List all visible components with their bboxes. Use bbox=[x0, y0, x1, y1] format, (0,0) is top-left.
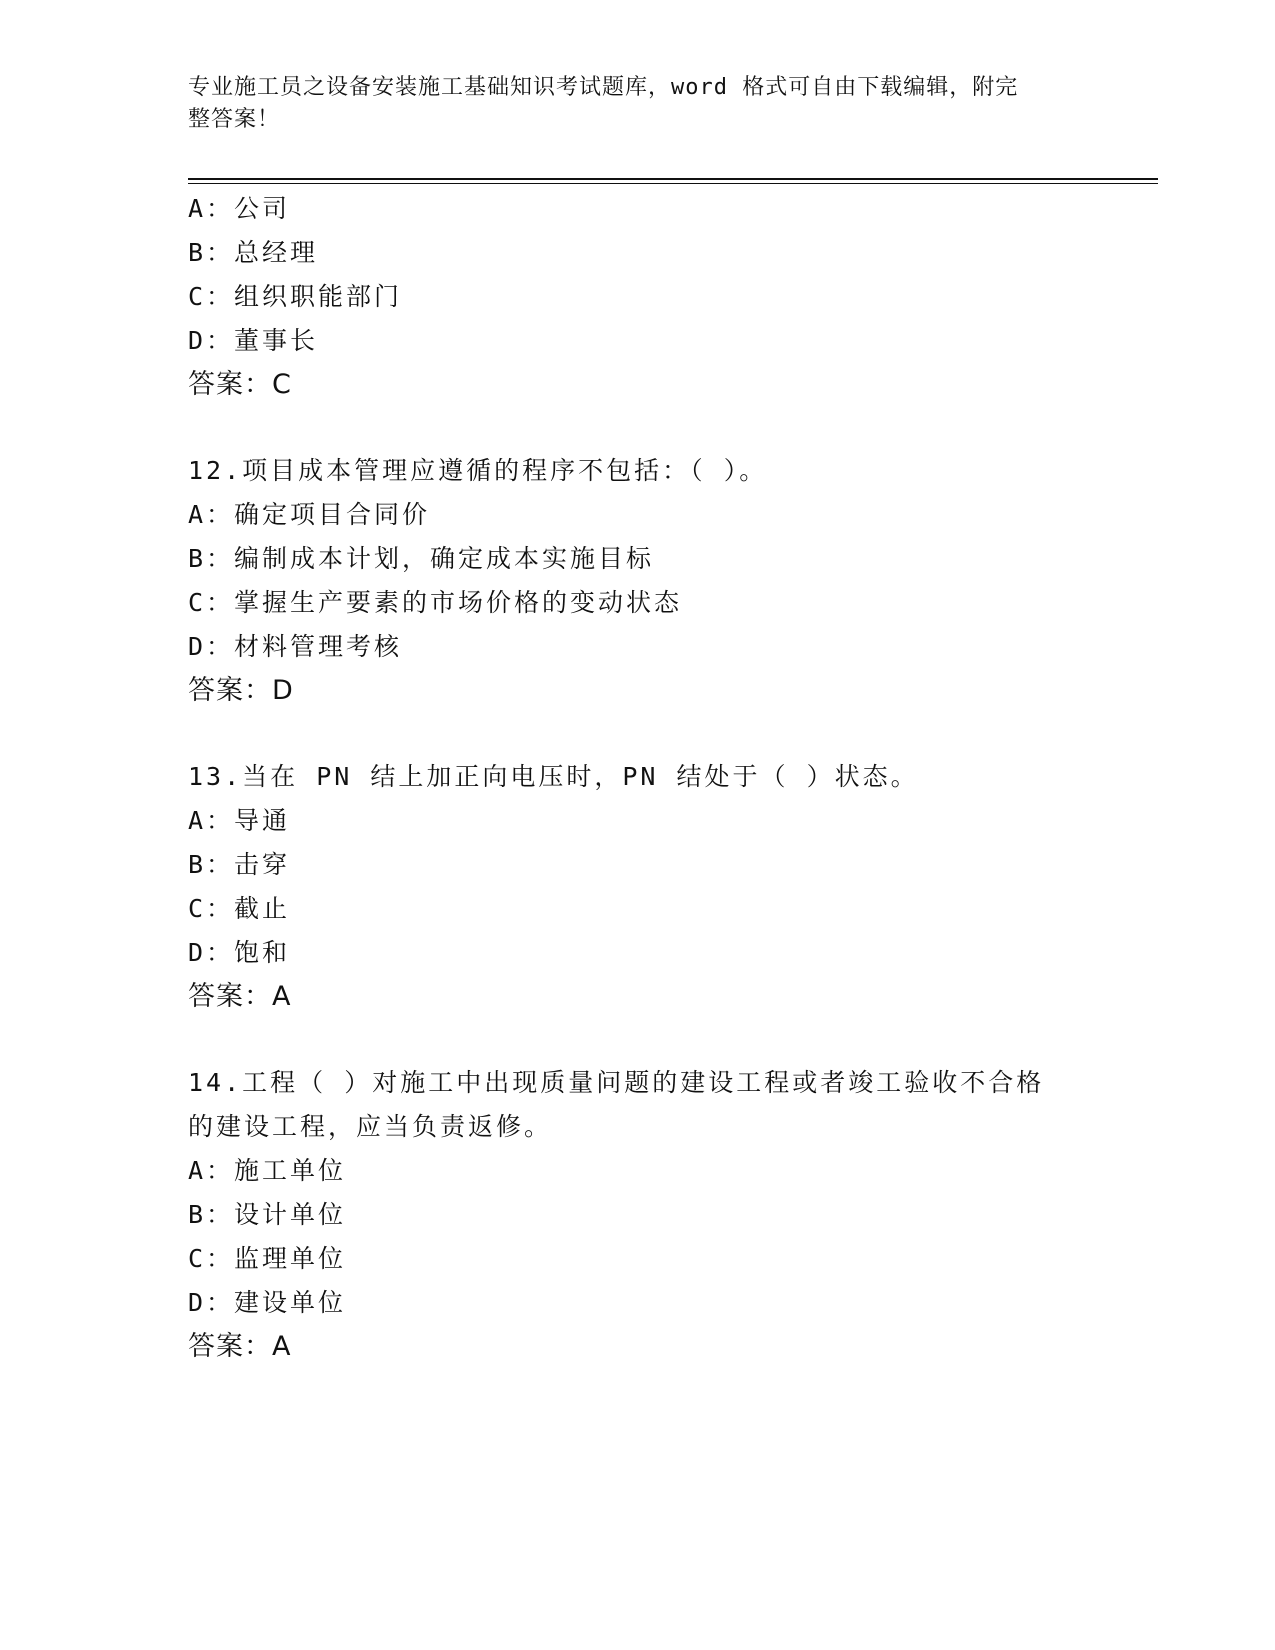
q14-option-a: A：施工单位 bbox=[188, 1156, 347, 1185]
q12-stem: 12.项目成本管理应遵循的程序不包括：（ ）。 bbox=[188, 456, 768, 485]
q12-option-a: A：确定项目合同价 bbox=[188, 500, 431, 529]
q13-option-b: B：击穿 bbox=[188, 850, 291, 879]
q11-option-d: D：董事长 bbox=[188, 326, 319, 355]
header-title-line-2: 整答案！ bbox=[188, 107, 281, 132]
q13-option-a: A：导通 bbox=[188, 806, 291, 835]
q14-stem-line-2: 的建设工程，应当负责返修。 bbox=[188, 1112, 553, 1141]
q14-option-b: B：设计单位 bbox=[188, 1200, 347, 1229]
document-header bbox=[188, 72, 1068, 136]
header-divider-thin bbox=[188, 183, 1158, 184]
q13-option-d: D：饱和 bbox=[188, 938, 291, 967]
q14-stem-line-1: 14.工程（ ）对施工中出现质量问题的建设工程或者竣工验收不合格 bbox=[188, 1068, 1045, 1097]
q13-answer: 答案：A bbox=[188, 981, 292, 1012]
header-divider-thick bbox=[188, 178, 1158, 180]
header-title-line-1: 专业施工员之设备安装施工基础知识考试题库，word 格式可自由下载编辑，附完 bbox=[188, 75, 1019, 100]
q13-option-c: C：截止 bbox=[188, 894, 291, 923]
q12-option-d: D：材料管理考核 bbox=[188, 632, 403, 661]
q12-option-c: C：掌握生产要素的市场价格的变动状态 bbox=[188, 588, 683, 617]
q11-answer: 答案：C bbox=[188, 369, 292, 400]
q12-answer: 答案：D bbox=[188, 675, 294, 706]
q14-option-c: C：监理单位 bbox=[188, 1244, 347, 1273]
q11-option-c: C：组织职能部门 bbox=[188, 282, 403, 311]
q12-option-b: B：编制成本计划，确定成本实施目标 bbox=[188, 544, 655, 573]
q11-option-a: A：公司 bbox=[188, 194, 291, 223]
q14-answer: 答案：A bbox=[188, 1331, 292, 1362]
q11-option-b: B：总经理 bbox=[188, 238, 319, 267]
q13-stem: 13.当在 PN 结上加正向电压时，PN 结处于（ ）状态。 bbox=[188, 762, 919, 791]
q14-option-d: D：建设单位 bbox=[188, 1288, 347, 1317]
